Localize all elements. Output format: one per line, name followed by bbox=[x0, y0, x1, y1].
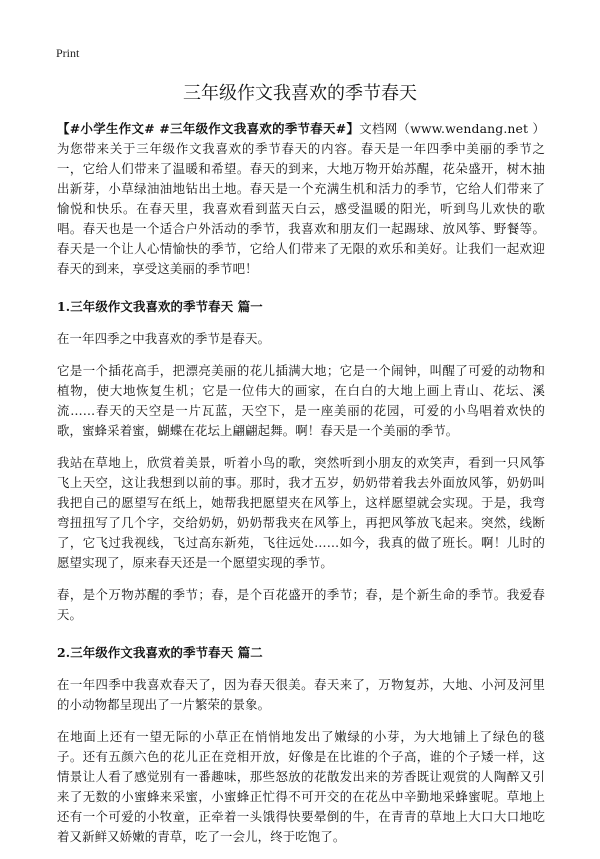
section-1-paragraph-3: 我站在草地上，欣赏着美景，听着小鸟的歌，突然听到小朋友的欢笑声，看到一只风筝飞上天空，这让我想到以前的事。那时，我才五岁，奶奶带着我去外面放风筝，奶奶叫我把自己的愿望写在纸上，她帮我把愿望夹在风筝上，这样愿望就会实现。于是，我弯弯扭扭写了几个字，交给奶奶，奶奶帮我夹在风筝上，再把风筝放飞起来。突然，线断了，它飞过我视线，飞过高东新苑，飞往远处……如今，我真的做了班长。啊！儿时的愿望实现了，原来春天还是一个愿望实现的季节。 bbox=[57, 455, 545, 570]
page-title: 三年级作文我喜欢的季节春天 bbox=[183, 83, 417, 104]
intro-text: 文档网（www.wendang.net ）为您带来关于三年级作文我喜欢的季节春天的内容。春天是一年四季中美丽的季节之一，它给人们带来了温暖和希望。春天的到来，大地万物开始苏醒，花朵盛开，树木抽出新芽，小草绿油油地钻出土地。春天是一个充满生机和活力的季节，它给人们带来了愉悦和快乐。在春天里，我喜欢看到蓝天白云，感受温暖的阳光，听到鸟儿欢快的歌唱。春天也是一个适合户外活动的季节，我喜欢和朋友们一起踢球、放风筝、野餐等。春天是一个让人心情愉快的季节，它给人们带来了无限的欢乐和美好。让我们一起欢迎春天的到来，享受这美丽的季节吧！ bbox=[57, 121, 545, 276]
section-1-paragraph-4: 春，是个万物苏醒的季节；春，是个百花盛开的季节；春，是个新生命的季节。我爱春天。 bbox=[57, 587, 545, 622]
section-1-paragraph-2: 它是一个插花高手，把漂亮美丽的花儿插满大地；它是一个闹钟，叫醒了可爱的动物和植物，使大地恢复生机；它是一位伟大的画家，在白白的大地上画上青山、花坛、溪流……春天的天空是一片瓦蓝，天空下，是一座美丽的花园，可爱的小鸟唱着欢快的歌，蜜蜂采着蜜，蝴蝶在花坛上翩翩起舞。啊！春天是一个美丽的季节。 bbox=[57, 363, 545, 438]
intro-paragraph bbox=[57, 119, 545, 279]
section-2-paragraph-2: 在地面上还有一望无际的小草正在悄悄地发出了嫩绿的小芽，为大地铺上了绿色的毯子。还有五颜六色的花儿正在竞相开放，好像是在比谁的个子高，谁的个子矮一样，这情景让人看了感觉别有一番趣味，那些怒放的花散发出来的芳香既让观赏的人陶醉又引来了无数的小蜜蜂来采蜜，小蜜蜂正忙得不可开交的在花丛中辛勤地采蜂蜜呢。草地上还有一个可爱的小牧童，正牵着一头饿得快要晕倒的牛，在青青的草地上大口大口地吃着又新鲜又娇嫩的青草，吃了一会儿，终于吃饱了。 bbox=[57, 729, 545, 844]
section-heading-1: 1.三年级作文我喜欢的季节春天 篇一 bbox=[57, 299, 263, 314]
document-body bbox=[57, 119, 545, 859]
print-label: Print bbox=[56, 46, 80, 60]
section-1-paragraph-1: 在一年四季之中我喜欢的季节是春天。 bbox=[57, 331, 271, 346]
section-2-paragraph-1: 在一年四季中我喜欢春天了，因为春天很美。春天来了，万物复苏，大地、小河及河里的小动物都呈现出了一片繁荣的景象。 bbox=[57, 677, 545, 712]
section-heading-2: 2.三年级作文我喜欢的季节春天 篇二 bbox=[57, 645, 263, 660]
intro-tag: 【#小学生作文# #三年级作文我喜欢的季节春天#】 bbox=[57, 121, 360, 136]
